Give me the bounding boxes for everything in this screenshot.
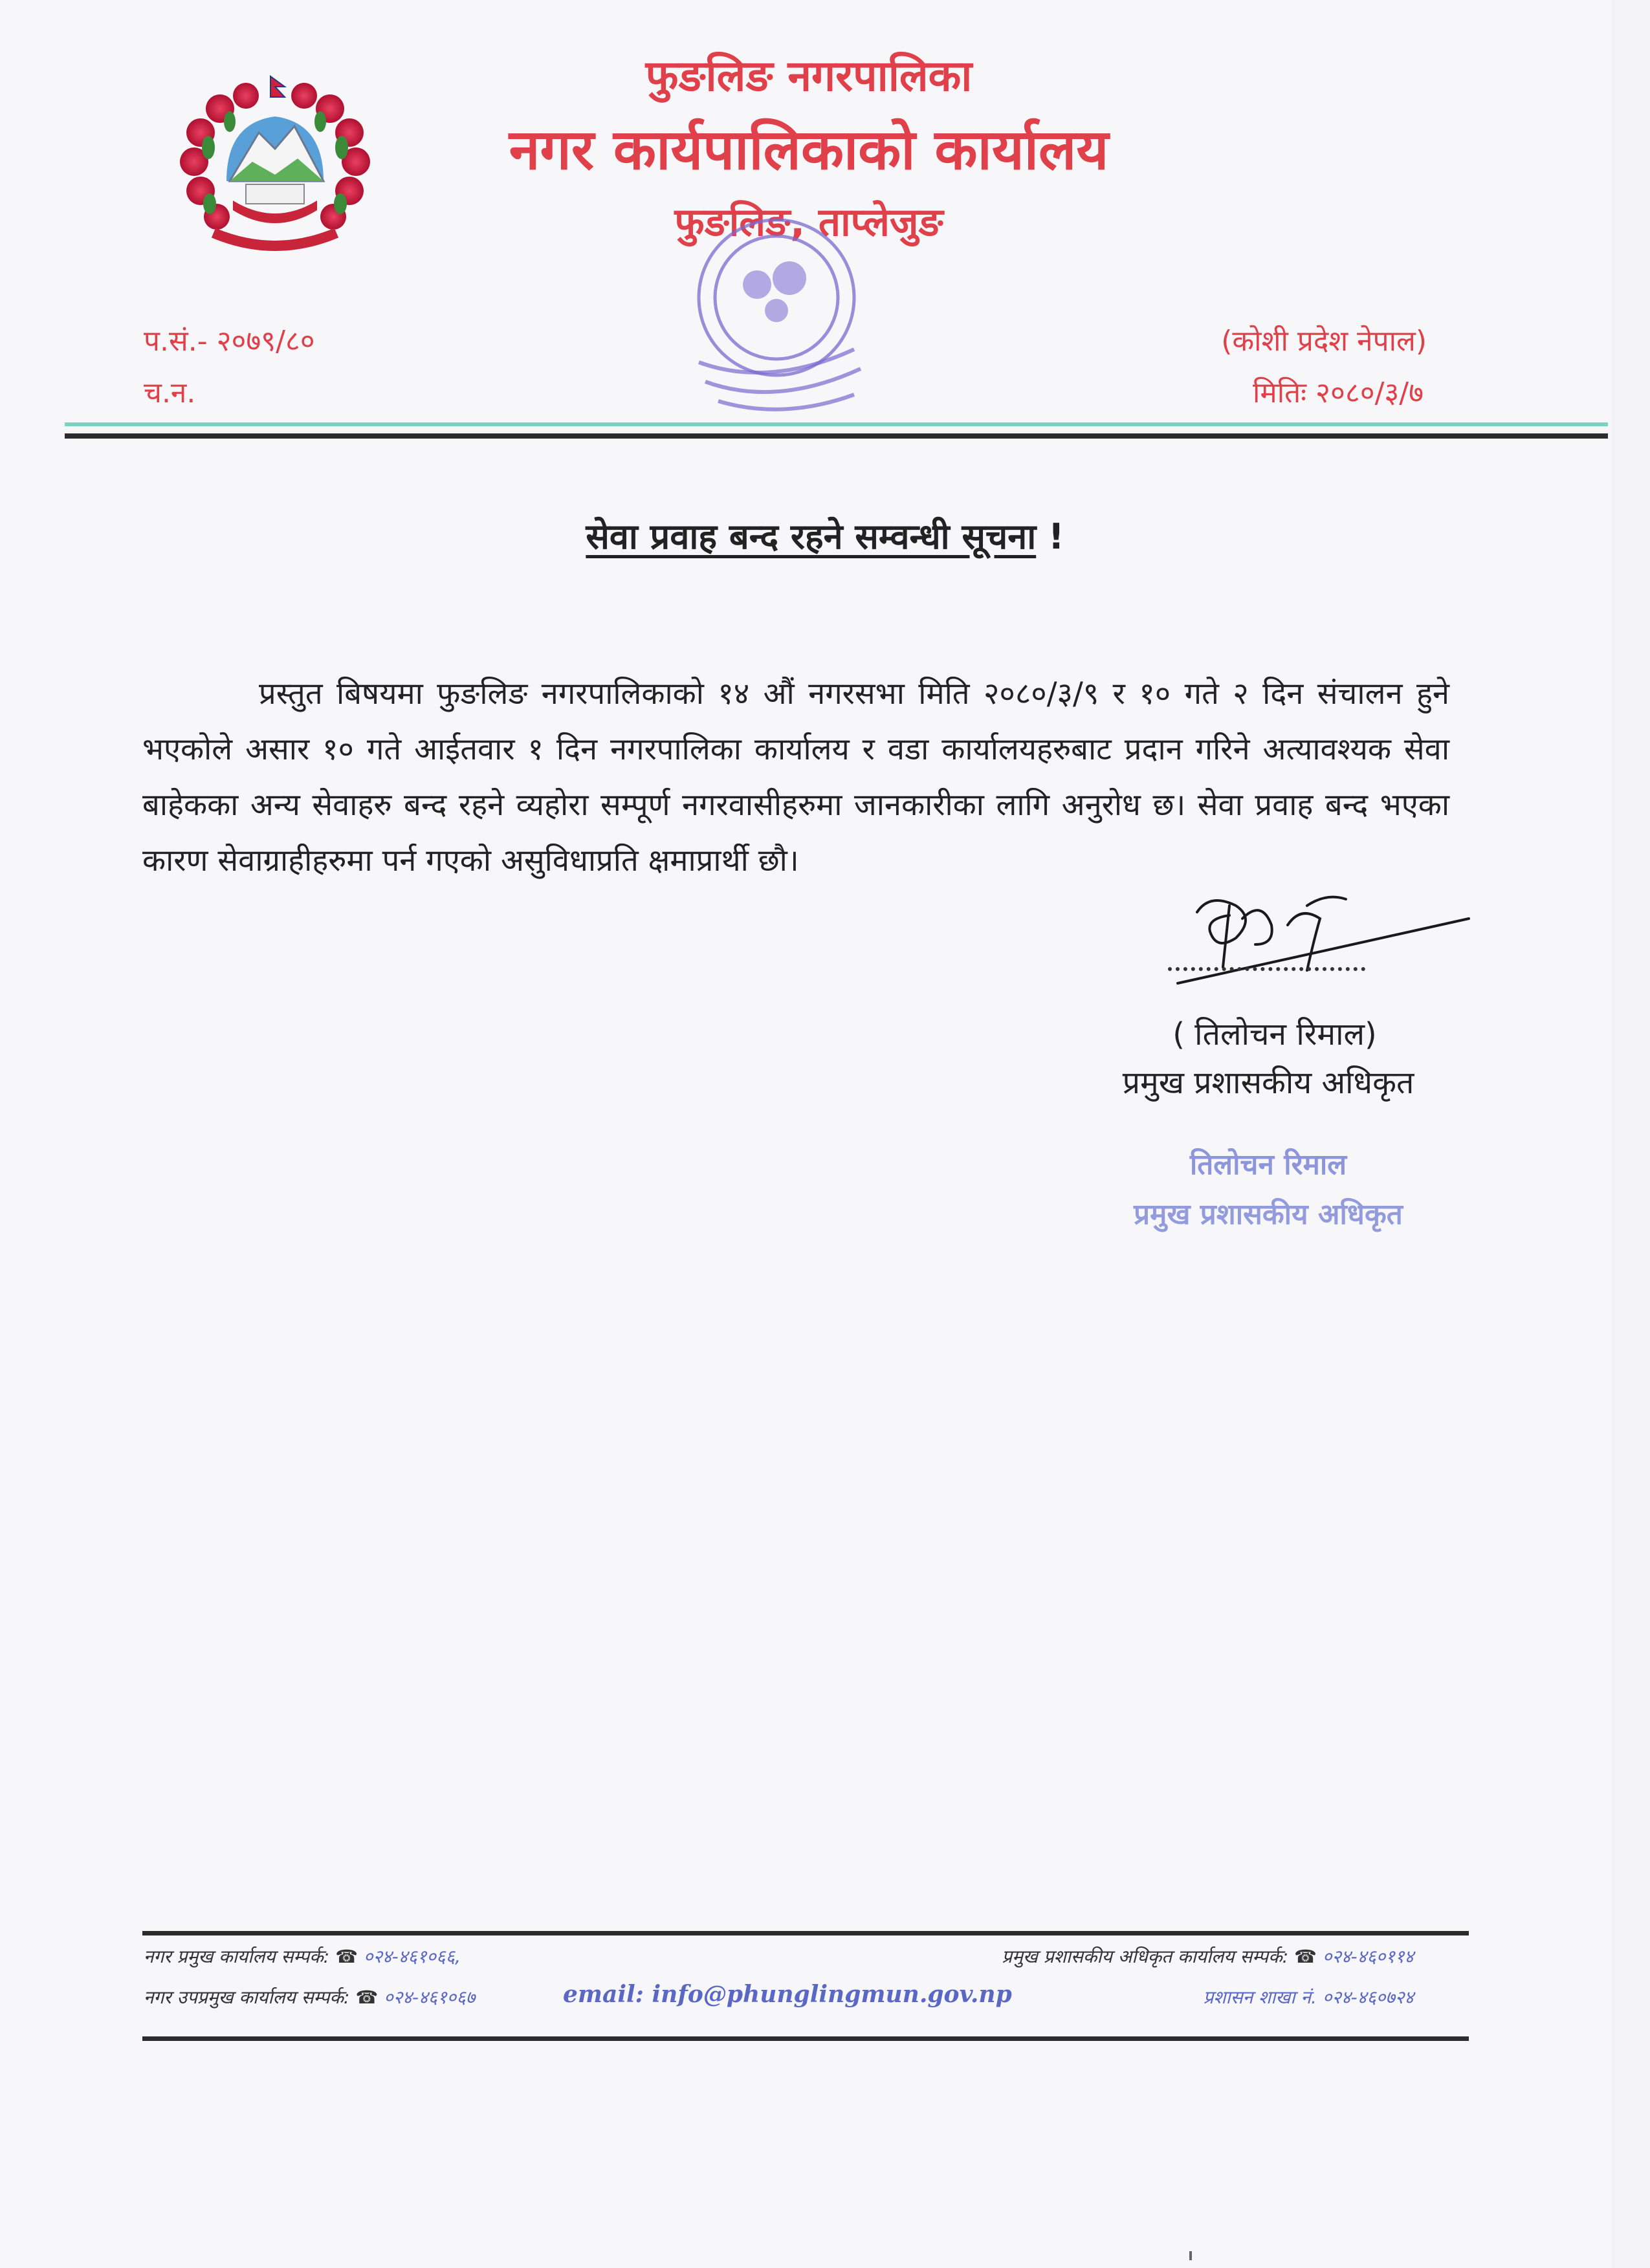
province-label: (कोशी प्रदेश नेपाल) <box>1221 325 1427 358</box>
footer-admin-contact: प्रशासन शाखा नं. ०२४-४६०७२४ <box>1203 1987 1414 2008</box>
phone-icon: ☎ <box>335 1946 358 1967</box>
notice-body <box>142 666 1449 889</box>
signature-line <box>1168 967 1365 971</box>
phone-icon: ☎ <box>355 1987 379 2008</box>
dispatch-number: च.न. <box>144 376 196 409</box>
header-rule-green <box>65 422 1608 426</box>
header-rule-dark <box>65 433 1608 439</box>
footer-rule-bottom <box>142 2036 1469 2041</box>
letter-date: मितिः २०८०/३/७ <box>1253 376 1424 409</box>
footer-cao-contact: प्रमुख प्रशासकीय अधिकृत कार्यालय सम्पर्क: ☎ ०२४-४६०११४ <box>1002 1946 1414 1967</box>
notice-subject <box>0 511 1650 559</box>
footer-mayor-contact: नगर प्रमुख कार्यालय सम्पर्क: ☎ ०२४-४६१०६६, <box>144 1946 461 1967</box>
title-stamp: प्रमुख प्रशासकीय अधिकृत <box>1134 1198 1403 1231</box>
notice-subject-text: सेवा प्रवाह बन्द रहने सम्वन्धी सूचना <box>586 516 1037 557</box>
office-title: नगर कार्यपालिकाको कार्यालय <box>509 118 1109 182</box>
official-seal <box>641 213 912 427</box>
signatory-title: प्रमुख प्रशासकीय अधिकृत <box>1122 1065 1414 1101</box>
signatory-name: ( तिलोचन रिमाल) <box>1172 1016 1377 1052</box>
notice-paragraph: प्रस्तुत बिषयमा फुङलिङ नगरपालिकाको १४ औं नगरसभा मिति २०८०/३/९ र १० गते २ दिन संचालन हुने भएकोले असार १० गते आईतवार १ दिन नगरपालिका कार्यालय र वडा कार्यालयहरुबाट प्रदान गरिने अत्यावश्यक सेवा बाहेकका अन्य सेवाहरु बन्द रहने व्यहोरा सम्पूर्ण नगरवासीहरुमा जानकारीका लागि अनुरोध छ। सेवा प्रवाह बन्द भएका कारण सेवाग्राहीहरुमा पर्न गएको असुविधाप्रति क्षमाप्रार्थी छौ। <box>142 676 1449 878</box>
name-stamp: तिलोचन रिमाल <box>1189 1148 1347 1181</box>
footer-rule-top <box>142 1931 1469 1935</box>
handwritten-signature <box>1158 880 1482 1009</box>
phone-icon: ☎ <box>1294 1946 1317 1967</box>
reference-number: प.सं.- २०७९/८० <box>144 325 315 358</box>
paper-mark <box>1189 2251 1192 2260</box>
footer-deputy-contact: नगर उपप्रमुख कार्यालय सम्पर्क: ☎ ०२४-४६१०६७ <box>144 1987 476 2008</box>
office-location: फुङलिङ, ताप्लेजुङ <box>674 200 943 245</box>
notice-subject-mark: ! <box>1048 516 1064 557</box>
footer-email: email: info@phunglingmun.gov.np <box>563 1981 1012 2008</box>
municipality-name: फुङलिङ नगरपालिका <box>645 51 973 101</box>
